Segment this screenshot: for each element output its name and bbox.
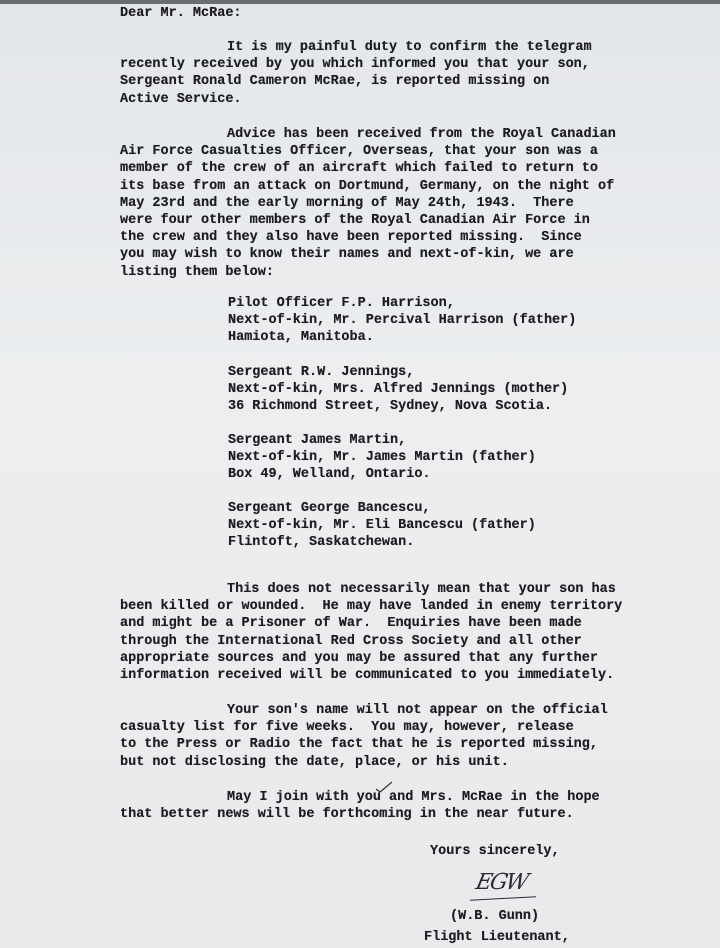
line: Your son's name will not appear on the official	[227, 703, 608, 718]
signature-underline	[470, 896, 536, 900]
signatory-title: Flight Lieutenant,	[424, 930, 570, 945]
paragraph-4	[120, 702, 608, 771]
signature-initials: EGW	[473, 870, 530, 895]
line: but not disclosing the date, place, or his unit.	[120, 754, 509, 770]
crew-address: Box 49, Welland, Ontario.	[228, 467, 431, 483]
crew-address: Hamiota, Manitoba.	[228, 330, 374, 346]
crew-name: Pilot Officer F.P. Harrison,	[228, 296, 455, 311]
crew-name: Sergeant R.W. Jennings,	[228, 365, 415, 380]
line: May I join with you and Mrs. McRae in the hope	[227, 790, 600, 805]
check-mark-icon	[374, 780, 394, 794]
crew-next-of-kin: Next-of-kin, Mr. Percival Harrison (father)	[228, 313, 577, 329]
line: Air Force Casualties Officer, Overseas, that your son was a	[120, 144, 598, 160]
crew-address: 36 Richmond Street, Sydney, Nova Scotia.	[228, 399, 553, 415]
line: that better news will be forthcoming in the near future.	[120, 807, 574, 823]
paragraph-2	[120, 126, 616, 281]
line: its base from an attack on Dortmund, Germany, on the night of	[120, 178, 615, 194]
line: This does not necessarily mean that your son has	[227, 582, 616, 597]
line: information received will be communicated to you immediately.	[120, 667, 615, 683]
salutation: Dear Mr. McRae:	[120, 6, 242, 21]
line: the crew and they also have been reported missing. Since	[120, 230, 582, 246]
valediction: Yours sincerely,	[430, 844, 560, 859]
crew-entry	[228, 295, 576, 347]
signatory-name: (W.B. Gunn)	[450, 909, 540, 924]
crew-name: Sergeant George Bancescu,	[228, 501, 431, 516]
line: Sergeant Ronald Cameron McRae, is reported missing on	[120, 74, 550, 90]
line: listing them below:	[120, 264, 274, 280]
line: Active Service.	[120, 91, 242, 107]
crew-name: Sergeant James Martin,	[228, 433, 407, 448]
line: appropriate sources and you may be assured that any further	[120, 650, 598, 666]
line: and might be a Prisoner of War. Enquiries have been made	[120, 616, 582, 632]
crew-next-of-kin: Next-of-kin, Mr. Eli Bancescu (father)	[228, 518, 536, 534]
paragraph-5	[120, 789, 600, 823]
crew-next-of-kin: Next-of-kin, Mr. James Martin (father)	[228, 450, 536, 466]
line: May 23rd and the early morning of May 24th, 1943. There	[120, 195, 574, 211]
top-border	[0, 0, 720, 4]
crew-entry	[228, 364, 568, 416]
crew-address: Flintoft, Saskatchewan.	[228, 535, 415, 551]
line: member of the crew of an aircraft which failed to return to	[120, 161, 598, 177]
line: casualty list for five weeks. You may, however, release	[120, 720, 574, 736]
handwritten-signature	[468, 866, 548, 906]
paragraph-3	[120, 581, 622, 684]
line: were four other members of the Royal Canadian Air Force in	[120, 212, 590, 228]
line: Advice has been received from the Royal Canadian	[227, 127, 616, 142]
line: you may wish to know their names and next-of-kin, we are	[120, 247, 574, 263]
line: been killed or wounded. He may have landed in enemy territory	[120, 599, 623, 615]
paragraph-1	[120, 39, 592, 108]
line: It is my painful duty to confirm the telegram	[227, 40, 592, 55]
crew-entry	[228, 432, 536, 484]
line: recently received by you which informed you that your son,	[120, 57, 590, 73]
crew-next-of-kin: Next-of-kin, Mrs. Alfred Jennings (mother)	[228, 382, 569, 398]
line: through the International Red Cross Society and all other	[120, 633, 582, 649]
crew-entry	[228, 500, 536, 552]
line: to the Press or Radio the fact that he is reported missing,	[120, 737, 598, 753]
